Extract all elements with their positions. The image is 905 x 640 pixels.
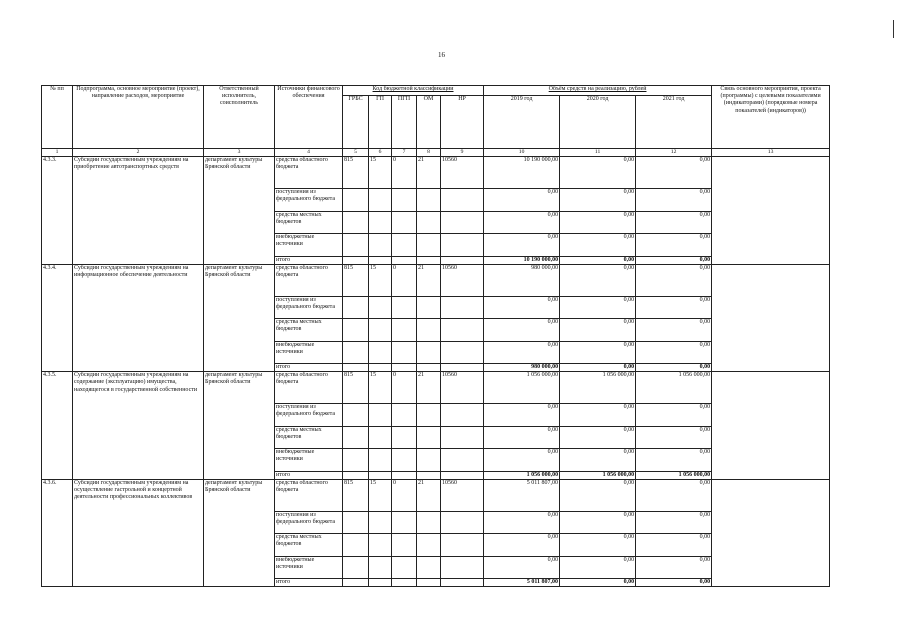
scan-edge-mark [893,20,894,38]
budget-table [41,85,830,587]
code-cell-empty [392,471,417,479]
amount-2021: 0,00 [636,157,712,189]
code-cell-empty [417,534,441,557]
amount-2019: 0,00 [484,319,560,342]
header-row-1 [42,86,830,96]
header-code-nr: НР [441,96,484,149]
code-gp: 15 [369,264,392,296]
amount-2020: 0,00 [560,449,636,472]
code-cell-empty [343,579,369,587]
code-om: 21 [417,372,441,404]
amount-2021: 0,00 [636,264,712,296]
code-cell-empty [417,426,441,449]
table-row [42,264,830,296]
code-cell-empty [417,511,441,534]
amount-2020: 0,00 [560,234,636,257]
amount-2019: 0,00 [484,234,560,257]
amount-2020: 0,00 [560,256,636,264]
amount-2021: 0,00 [636,211,712,234]
funding-source: поступления из федерального бюджета [275,404,343,427]
code-pgp: 0 [392,264,417,296]
amount-2020: 0,00 [560,189,636,212]
code-om: 21 [417,479,441,511]
code-cell-empty [369,449,392,472]
code-cell-empty [441,426,484,449]
indicator-link [712,372,830,480]
indicator-link [712,479,830,587]
amount-2020: 0,00 [560,579,636,587]
amount-2021: 0,00 [636,579,712,587]
code-cell-empty [343,319,369,342]
page-number: 16 [438,51,445,59]
amount-2021: 0,00 [636,319,712,342]
funding-source: внебюджетные источники [275,341,343,364]
code-cell-empty [392,404,417,427]
code-cell-empty [392,234,417,257]
table-row [42,372,830,404]
amount-2020: 0,00 [560,426,636,449]
funding-source: поступления из федерального бюджета [275,511,343,534]
code-cell-empty [441,319,484,342]
column-index: 12 [636,149,712,157]
amount-2021: 0,00 [636,556,712,579]
funding-source: средства областного бюджета [275,264,343,296]
amount-2021: 0,00 [636,511,712,534]
amount-2020: 0,00 [560,296,636,319]
code-cell-empty [343,511,369,534]
code-nr: 10560 [441,479,484,511]
funding-source: средства областного бюджета [275,157,343,189]
column-index: 3 [204,149,275,157]
amount-2019: 1 056 000,00 [484,471,560,479]
code-cell-empty [343,189,369,212]
amount-2019: 10 190 000,00 [484,256,560,264]
executor: департамент культуры Брянской области [204,264,275,372]
code-cell-empty [417,189,441,212]
amount-2020: 0,00 [560,319,636,342]
amount-2020: 0,00 [560,341,636,364]
amount-2020: 0,00 [560,157,636,189]
funding-source: внебюджетные источники [275,449,343,472]
code-cell-empty [343,364,369,372]
amount-2019: 0,00 [484,189,560,212]
code-cell-empty [417,256,441,264]
measure-name: Субсидии государственным учреждениям на приобретение автотранспортных средств [73,157,204,265]
column-index: 9 [441,149,484,157]
code-cell-empty [369,341,392,364]
amount-2019: 0,00 [484,404,560,427]
header-budget-code: Код бюджетной классификации [343,86,484,96]
amount-2019: 1 056 000,00 [484,372,560,404]
amount-2019: 5 011 807,00 [484,479,560,511]
code-gp: 15 [369,479,392,511]
code-cell-empty [392,449,417,472]
funding-source: итого [275,256,343,264]
code-cell-empty [441,364,484,372]
header-no: № пп [42,86,73,149]
code-cell-empty [343,234,369,257]
funding-source: средства местных бюджетов [275,426,343,449]
funding-source: средства местных бюджетов [275,211,343,234]
code-cell-empty [343,471,369,479]
amount-2019: 0,00 [484,556,560,579]
header-amounts: Объём средств на реализацию, рублей [484,86,712,96]
code-cell-empty [369,404,392,427]
code-cell-empty [441,579,484,587]
code-cell-empty [343,556,369,579]
code-cell-empty [392,211,417,234]
code-cell-empty [343,404,369,427]
code-cell-empty [441,296,484,319]
funding-source: поступления из федерального бюджета [275,296,343,319]
table-row [42,479,830,511]
code-cell-empty [417,449,441,472]
funding-source: средства местных бюджетов [275,534,343,557]
code-gp: 15 [369,372,392,404]
amount-2020: 0,00 [560,211,636,234]
code-cell-empty [343,296,369,319]
code-cell-empty [369,471,392,479]
code-cell-empty [417,341,441,364]
code-cell-empty [392,579,417,587]
amount-2021: 0,00 [636,479,712,511]
code-pgp: 0 [392,157,417,189]
funding-source: итого [275,364,343,372]
code-cell-empty [417,404,441,427]
amount-2019: 0,00 [484,511,560,534]
code-cell-empty [392,341,417,364]
executor: департамент культуры Брянской области [204,372,275,480]
column-index: 5 [343,149,369,157]
amount-2021: 0,00 [636,364,712,372]
code-cell-empty [441,256,484,264]
code-cell-empty [369,511,392,534]
header-sources: Источники финансового обеспечения [275,86,343,149]
code-cell-empty [392,426,417,449]
code-cell-empty [417,579,441,587]
code-cell-empty [392,319,417,342]
code-cell-empty [417,364,441,372]
code-cell-empty [417,234,441,257]
code-om: 21 [417,157,441,189]
column-index: 13 [712,149,830,157]
amount-2020: 0,00 [560,264,636,296]
amount-2019: 0,00 [484,534,560,557]
code-cell-empty [392,256,417,264]
code-cell-empty [369,556,392,579]
row-number: 4.3.4. [42,264,73,372]
column-index: 4 [275,149,343,157]
amount-2020: 0,00 [560,511,636,534]
code-cell-empty [441,556,484,579]
code-cell-empty [369,256,392,264]
code-cell-empty [369,296,392,319]
code-cell-empty [417,296,441,319]
header-code-grbs: ГРБС [343,96,369,149]
header-executor: Ответственный исполнитель, соисполнитель [204,86,275,149]
code-cell-empty [417,211,441,234]
amount-2020: 0,00 [560,534,636,557]
code-cell-empty [392,296,417,319]
amount-2020: 1 056 000,00 [560,471,636,479]
header-program: Подпрограмма, основное мероприятие (проект), направление расходов, мероприятие [73,86,204,149]
code-cell-empty [441,511,484,534]
amount-2019: 980 000,00 [484,264,560,296]
amount-2020: 0,00 [560,404,636,427]
code-cell-empty [441,404,484,427]
code-cell-empty [441,471,484,479]
funding-source: внебюджетные источники [275,556,343,579]
amount-2021: 0,00 [636,426,712,449]
code-cell-empty [441,449,484,472]
amount-2019: 0,00 [484,341,560,364]
amount-2021: 0,00 [636,189,712,212]
code-cell-empty [417,471,441,479]
code-cell-empty [441,189,484,212]
code-cell-empty [417,556,441,579]
executor: департамент культуры Брянской области [204,479,275,587]
code-cell-empty [392,556,417,579]
table-row [42,157,830,189]
code-nr: 10560 [441,372,484,404]
code-cell-empty [392,511,417,534]
column-index: 6 [369,149,392,157]
header-code-gp: ГП [369,96,392,149]
amount-2019: 0,00 [484,211,560,234]
code-pgp: 0 [392,479,417,511]
amount-2019: 5 011 807,00 [484,579,560,587]
funding-source: итого [275,579,343,587]
funding-source: средства местных бюджетов [275,319,343,342]
code-cell-empty [343,341,369,364]
code-grbs: 815 [343,479,369,511]
amount-2021: 1 056 000,00 [636,471,712,479]
code-cell-empty [343,449,369,472]
amount-2019: 0,00 [484,426,560,449]
header-year-2020: 2020 год [560,96,636,149]
code-nr: 10560 [441,264,484,296]
indicator-link [712,157,830,265]
header-year-2021: 2021 год [636,96,712,149]
code-gp: 15 [369,157,392,189]
amount-2021: 0,00 [636,534,712,557]
code-grbs: 815 [343,157,369,189]
column-index-row [42,149,830,157]
column-index: 10 [484,149,560,157]
column-index: 2 [73,149,204,157]
funding-source: средства областного бюджета [275,479,343,511]
funding-source: внебюджетные источники [275,234,343,257]
code-cell-empty [369,319,392,342]
amount-2019: 0,00 [484,449,560,472]
executor: департамент культуры Брянской области [204,157,275,265]
column-index: 7 [392,149,417,157]
code-cell-empty [392,189,417,212]
amount-2020: 1 056 000,00 [560,372,636,404]
funding-source: поступления из федерального бюджета [275,189,343,212]
code-cell-empty [392,534,417,557]
amount-2019: 10 190 000,00 [484,157,560,189]
code-cell-empty [369,364,392,372]
code-cell-empty [369,234,392,257]
amount-2019: 980 000,00 [484,364,560,372]
amount-2020: 0,00 [560,556,636,579]
amount-2021: 0,00 [636,234,712,257]
code-cell-empty [441,234,484,257]
code-om: 21 [417,264,441,296]
amount-2021: 0,00 [636,404,712,427]
code-grbs: 815 [343,264,369,296]
column-index: 1 [42,149,73,157]
column-index: 11 [560,149,636,157]
code-cell-empty [369,426,392,449]
amount-2021: 1 056 000,00 [636,372,712,404]
funding-source: итого [275,471,343,479]
code-cell-empty [392,364,417,372]
header-code-pgp: ПГП [392,96,417,149]
amount-2021: 0,00 [636,256,712,264]
header-code-om: ОМ [417,96,441,149]
code-cell-empty [343,211,369,234]
code-nr: 10560 [441,157,484,189]
funding-source: средства областного бюджета [275,372,343,404]
amount-2021: 0,00 [636,449,712,472]
amount-2020: 0,00 [560,364,636,372]
column-index: 8 [417,149,441,157]
code-cell-empty [441,211,484,234]
amount-2021: 0,00 [636,341,712,364]
code-pgp: 0 [392,372,417,404]
code-cell-empty [369,189,392,212]
code-cell-empty [441,341,484,364]
measure-name: Субсидии государственным учреждениям на осуществление гастрольной и концертной деятельности профессиональных коллективов [73,479,204,587]
code-cell-empty [369,534,392,557]
code-cell-empty [343,256,369,264]
header-link: Связь основного мероприятия, проекта (программы) с целевыми показателями (индикаторами) (порядковые номера показателей (индикаторов)) [712,86,830,149]
code-cell-empty [369,579,392,587]
code-cell-empty [343,534,369,557]
amount-2021: 0,00 [636,296,712,319]
code-cell-empty [369,211,392,234]
indicator-link [712,264,830,372]
code-cell-empty [417,319,441,342]
code-cell-empty [343,426,369,449]
amount-2019: 0,00 [484,296,560,319]
row-number: 4.3.3. [42,157,73,265]
row-number: 4.3.6. [42,479,73,587]
code-grbs: 815 [343,372,369,404]
measure-name: Субсидии государственным учреждениям на информационное обеспечение деятельности [73,264,204,372]
row-number: 4.3.5. [42,372,73,480]
measure-name: Субсидии государственным учреждениям на содержание (эксплуатацию) имущества, находящегося в государственной собственности [73,372,204,480]
code-cell-empty [441,534,484,557]
amount-2020: 0,00 [560,479,636,511]
header-year-2019: 2019 год [484,96,560,149]
